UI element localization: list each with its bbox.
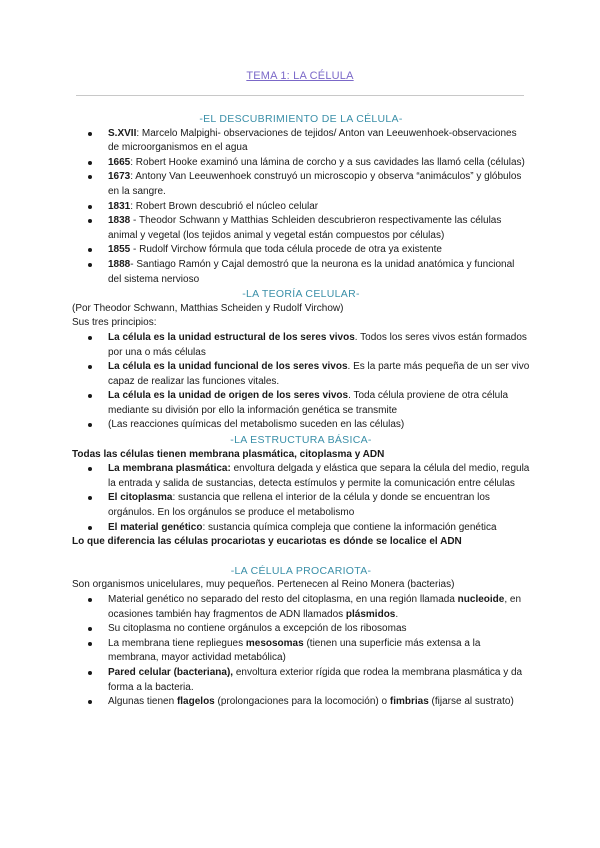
list-item: (Las reacciones químicas del metabolismo suceden en las células) <box>108 418 530 433</box>
list-item: Material genético no separado del resto del citoplasma, en una región llamada nucleoide, en ocasiones también hay fragmentos de ADN llamados plásmidos. <box>108 593 530 622</box>
list-item: La membrana plasmática: envoltura delgada y elástica que separa la célula del medio, regula la entrada y salida de sustancias, detecta estímulos y permite la comunicación entre células <box>108 462 530 491</box>
list-item: Su citoplasma no contiene orgánulos a excepción de los ribosomas <box>108 622 530 637</box>
section-heading-procariota: -LA CÉLULA PROCARIOTA- <box>230 564 372 577</box>
list-item: El citoplasma: sustancia que rellena el interior de la célula y donde se encuentran los orgánulos. En los orgánulos se produce el metabolismo <box>108 491 530 520</box>
estructura-closing: Lo que diferencia las células procariotas y eucariotas es dónde se localice el ADN <box>72 536 462 548</box>
document-body <box>72 112 530 710</box>
procariota-intro: Son organismos unicelulares, muy pequeños. Pertenecen al Reino Monera (bacterias) <box>72 579 455 591</box>
list-item: El material genético: sustancia química compleja que contiene la información genética <box>108 521 530 536</box>
list-item: 1888- Santiago Ramón y Cajal demostró que la neurona es la unidad anatómica y funcional del sistema nervioso <box>108 258 530 287</box>
page-title: TEMA 1: LA CÉLULA <box>246 70 354 82</box>
estructura-lead: Todas las células tienen membrana plasmática, citoplasma y ADN <box>72 448 385 460</box>
teoria-list <box>72 331 530 433</box>
teoria-principles-label: Sus tres principios: <box>72 317 157 329</box>
procariota-list <box>72 593 530 710</box>
estructura-list <box>72 462 530 535</box>
list-item: Pared celular (bacteriana), envoltura exterior rígida que rodea la membrana plasmática y da forma a la bacteria. <box>108 666 530 695</box>
section-heading-teoria: -LA TEORÍA CELULAR- <box>242 288 360 301</box>
list-item: 1855 - Rudolf Virchow fórmula que toda célula procede de otra ya existente <box>108 243 530 258</box>
list-item: La célula es la unidad funcional de los seres vivos. Es la parte más pequeña de un ser vivo capaz de realizar las funciones vitales. <box>108 360 530 389</box>
teoria-intro: (Por Theodor Schwann, Matthias Scheiden y Rudolf Virchow) <box>72 302 344 314</box>
section-heading-descubrimiento: -EL DESCUBRIMIENTO DE LA CÉLULA- <box>199 113 403 125</box>
list-item: La célula es la unidad de origen de los seres vivos. Toda célula proviene de otra célula mediante su división por ello la información genética se transmite <box>108 389 530 418</box>
list-item: 1831: Robert Brown descubrió el núcleo celular <box>108 200 530 215</box>
list-item: 1838 - Theodor Schwann y Matthias Schleiden descubrieron respectivamente las células animal y vegetal (los tejidos animal y vegetal están compuestos por células) <box>108 214 530 243</box>
list-item: La membrana tiene repliegues mesosomas (tienen una superficie más extensa a la membrana, mayor actividad metabólica) <box>108 637 530 666</box>
list-item: 1665: Robert Hooke examinó una lámina de corcho y a sus cavidades las llamó cella (células) <box>108 156 530 171</box>
list-item: 1673: Antony Van Leeuwenhoek construyó un microscopio y observa “animáculos” y glóbulos en la sangre. <box>108 170 530 199</box>
list-item: Algunas tienen flagelos (prolongaciones para la locomoción) o fimbrias (fijarse al sustrato) <box>108 695 530 710</box>
list-item: S.XVII: Marcelo Malpighi- observaciones de tejidos/ Anton van Leeuwenhoek-observaciones de microorganismos en el agua <box>108 127 530 156</box>
section-heading-estructura: -LA ESTRUCTURA BÁSICA- <box>230 434 372 447</box>
descubrimiento-list <box>72 127 530 288</box>
list-item: La célula es la unidad estructural de los seres vivos. Todos los seres vivos están formados por una o más células <box>108 331 530 360</box>
title-divider <box>76 95 524 96</box>
